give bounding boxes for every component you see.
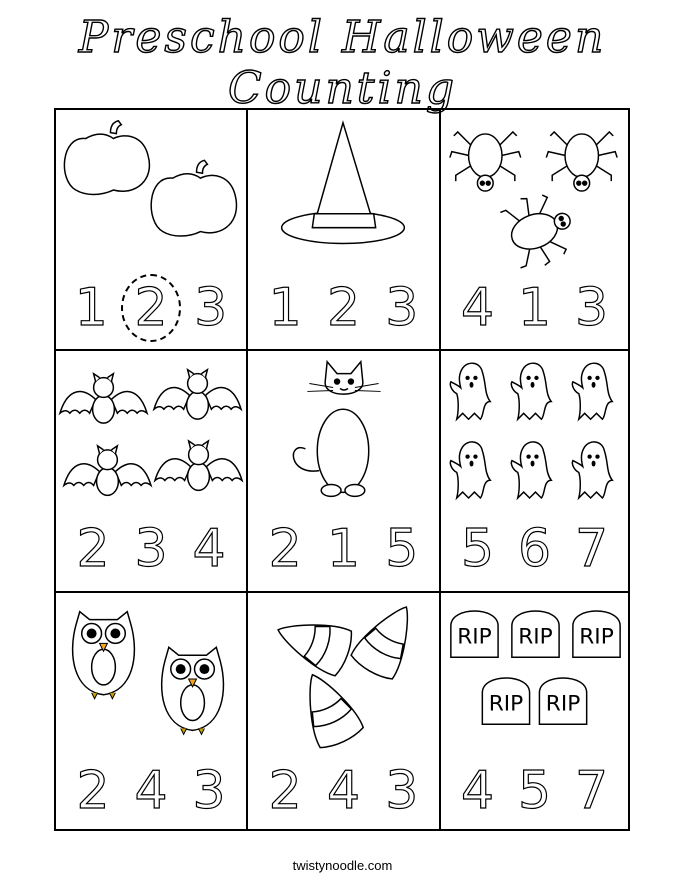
choice-number[interactable]: 1: [517, 278, 552, 338]
ghosts-illustration: [441, 351, 628, 516]
tombstone: [512, 611, 559, 657]
cell-candy-corn: [248, 593, 441, 829]
cell-pumpkins: [56, 110, 248, 351]
tombstone-label: RIP: [488, 691, 524, 717]
tombstones-illustration: [441, 593, 628, 758]
page-title: Preschool Halloween Counting: [78, 12, 607, 114]
choice-number[interactable]: 3: [385, 761, 419, 821]
cell-witch-hat: [248, 110, 441, 351]
counting-grid: [54, 108, 630, 831]
choice-number[interactable]: 3: [192, 761, 226, 821]
choice-number[interactable]: 5: [517, 761, 552, 821]
choice-number[interactable]: 1: [268, 278, 302, 338]
tombstone: [482, 678, 529, 724]
choice-number[interactable]: 4: [326, 761, 361, 821]
bats-illustration: [56, 351, 246, 516]
candy-corn-illustration: [248, 593, 439, 758]
choice-number[interactable]: 3: [134, 519, 168, 579]
cell-spiders: [441, 110, 628, 351]
choice-number[interactable]: 2: [76, 761, 110, 821]
witch-hat-illustration: [248, 110, 439, 275]
choice-number[interactable]: 5: [460, 519, 495, 579]
choice-number[interactable]: 5: [385, 519, 419, 579]
footer-site-credit: twistynoodle.com: [292, 858, 393, 873]
tombstone: [539, 678, 586, 724]
choice-number[interactable]: 4: [460, 278, 495, 338]
tombstone-label: RIP: [545, 691, 581, 717]
choice-number[interactable]: 4: [192, 519, 226, 579]
cat-illustration: [248, 351, 439, 516]
choice-number[interactable]: 1: [326, 519, 361, 579]
choice-number[interactable]: 3: [194, 278, 228, 338]
cell-cat: [248, 351, 441, 593]
pumpkins-illustration: [56, 110, 246, 275]
choice-number-circled[interactable]: 2: [121, 274, 181, 342]
choice-number[interactable]: 2: [268, 761, 302, 821]
choice-number[interactable]: 6: [517, 519, 552, 579]
choice-number[interactable]: 3: [385, 278, 419, 338]
choice-number[interactable]: 7: [574, 519, 609, 579]
cell-owls: [56, 593, 248, 829]
choice-number[interactable]: 4: [134, 761, 168, 821]
choice-number[interactable]: 2: [76, 519, 110, 579]
tombstone: [573, 611, 620, 657]
owls-illustration: [56, 593, 246, 758]
spiders-illustration: [441, 110, 628, 275]
tombstone-label: RIP: [579, 624, 614, 650]
choice-number[interactable]: 2: [326, 278, 361, 338]
cell-bats: [56, 351, 248, 593]
choice-number[interactable]: 4: [460, 761, 495, 821]
tombstone-label: RIP: [457, 624, 492, 650]
choice-number[interactable]: 2: [268, 519, 302, 579]
cell-tombstones: [441, 593, 628, 829]
cell-ghosts: [441, 351, 628, 593]
choice-number[interactable]: 7: [574, 761, 609, 821]
choice-number[interactable]: 1: [74, 278, 108, 338]
tombstone-label: RIP: [518, 624, 553, 650]
tombstone: [451, 611, 498, 657]
choice-number[interactable]: 3: [574, 278, 609, 338]
